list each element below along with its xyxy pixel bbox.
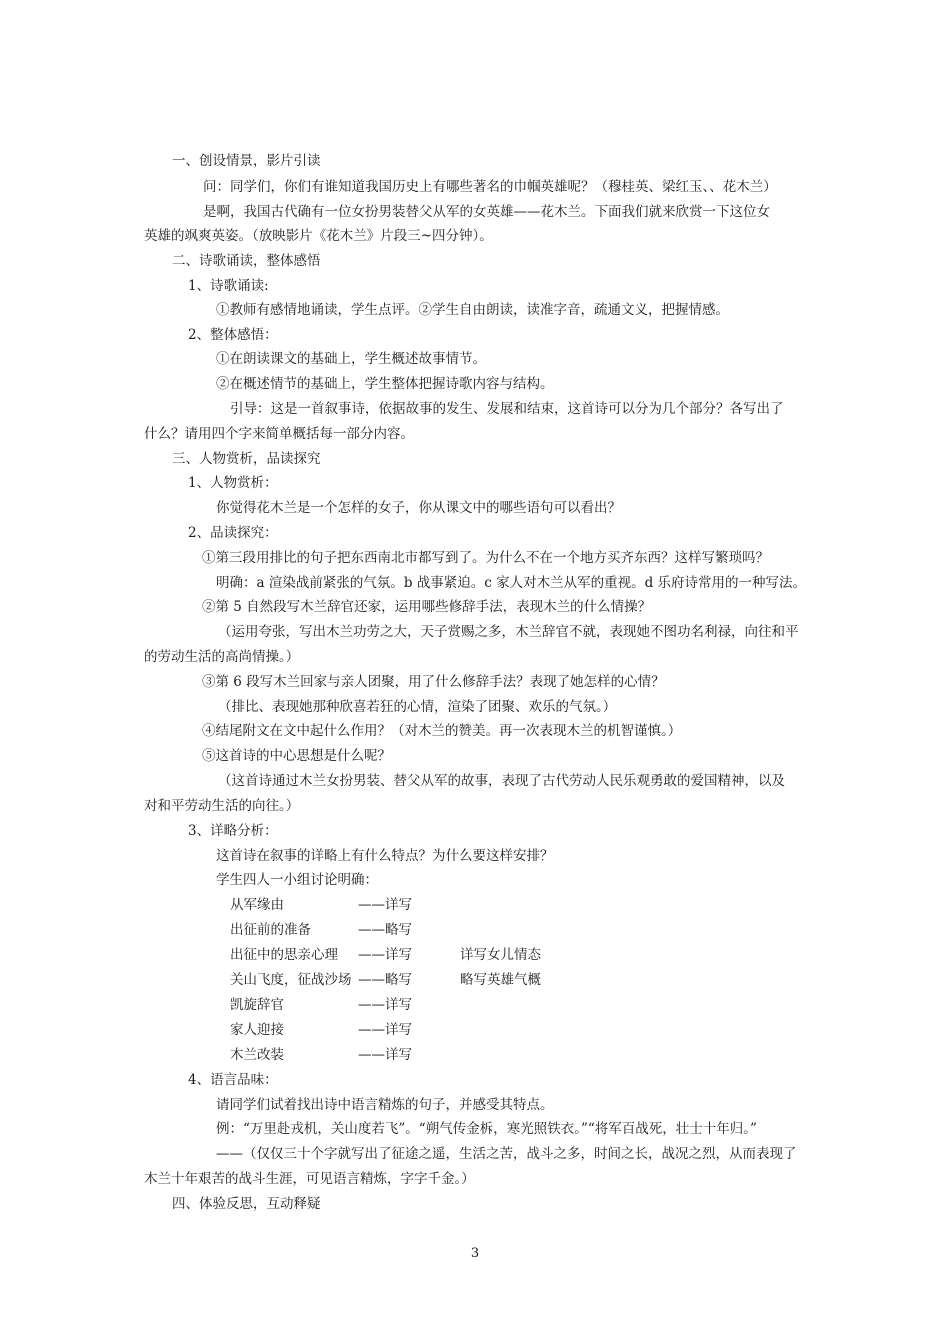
- paragraph-line: ⑤这首诗的中心思想是什么呢？: [202, 748, 391, 764]
- paragraph-line: （这首诗通过木兰女扮男装、替父从军的故事，表现了古代劳动人民乐观勇敢的爱国精神，以及: [218, 773, 785, 789]
- paragraph-line: 英雄的飒爽英姿。（放映影片《花木兰》片段三~四分钟）。: [144, 228, 493, 244]
- paragraph-line: ④结尾附文在文中起什么作用？（对木兰的赞美。再一次表现木兰的机智谨慎。）: [202, 723, 682, 739]
- table-cell-detail: ——略写: [358, 972, 412, 988]
- table-cell-detail: ——详写: [358, 947, 412, 963]
- paragraph-line: （排比、表现她那种欣喜若狂的心情，渲染了团聚、欢乐的气氛。）: [218, 699, 617, 715]
- table-cell-part: 关山飞度，征战沙场: [230, 972, 352, 988]
- table-cell-detail: ——详写: [358, 897, 412, 913]
- table-cell-part: 出征中的思亲心理: [230, 947, 338, 963]
- section-heading-2: 二、诗歌诵读，整体感悟: [172, 253, 321, 269]
- table-cell-detail: ——详写: [358, 997, 412, 1013]
- subsection-heading: 1、人物赏析：: [188, 475, 278, 491]
- table-cell-part: 从军缘由: [230, 897, 284, 913]
- section-heading-1: 一、创设情景，影片引读: [172, 153, 321, 169]
- subsection-heading: 3、详略分析：: [188, 823, 278, 839]
- paragraph-line: 例：“万里赴戎机，关山度若飞”。“朔气传金柝，寒光照铁衣。”“将军百战死，壮士十年归。”: [216, 1121, 757, 1137]
- subsection-heading: 2、品读探究：: [188, 525, 278, 541]
- paragraph-line: 明确：a 渲染战前紧张的气氛。b 战事紧迫。c 家人对木兰从军的重视。d 乐府诗常用的一种写法。: [216, 575, 807, 591]
- subsection-heading: 2、整体感悟：: [188, 327, 278, 343]
- paragraph-line: 是啊，我国古代确有一位女扮男装替父从军的女英雄——花木兰。下面我们就来欣赏一下这位女: [203, 204, 770, 220]
- paragraph-line: 学生四人一小组讨论明确：: [216, 872, 378, 888]
- subsection-heading: 1、诗歌诵读:: [188, 278, 269, 294]
- paragraph-line: ①第三段用排比的句子把东西南北市都写到了。为什么不在一个地方买齐东西？这样写繁琐吗？: [202, 550, 769, 566]
- table-cell-part: 木兰改装: [230, 1047, 284, 1063]
- paragraph-line: 你觉得花木兰是一个怎样的女子，你从课文中的哪些语句可以看出？: [216, 500, 621, 516]
- paragraph-line: ②在概述情节的基础上，学生整体把握诗歌内容与结构。: [216, 376, 554, 392]
- section-heading-3: 三、人物赏析，品读探究: [172, 451, 321, 467]
- paragraph-line: ——（仅仅三十个字就写出了征途之遥，生活之苦，战斗之多，时间之长，战况之烈，从而表现了: [216, 1146, 797, 1162]
- paragraph-line: 这首诗在叙事的详略上有什么特点？为什么要这样安排？: [216, 848, 554, 864]
- table-cell-note: 略写英雄气概: [460, 972, 541, 988]
- paragraph-line: 引导：这是一首叙事诗，依据故事的发生、发展和结束，这首诗可以分为几个部分？各写出了: [230, 401, 784, 417]
- table-cell-note: 详写女儿情态: [460, 947, 541, 963]
- section-heading-4: 四、体验反思，互动释疑: [172, 1196, 321, 1212]
- table-cell-detail: ——详写: [358, 1022, 412, 1038]
- table-cell-part: 凯旋辞官: [230, 997, 284, 1013]
- paragraph-line: ①教师有感情地诵读，学生点评。②学生自由朗读，读准字音，疏通文义，把握情感。: [216, 302, 729, 318]
- paragraph-line: ①在朗读课文的基础上，学生概述故事情节。: [216, 351, 486, 367]
- paragraph-line: 问：同学们，你们有谁知道我国历史上有哪些著名的巾帼英雄呢？（穆桂英、梁红玉、、花木兰）: [203, 179, 777, 195]
- paragraph-line: ③第 6 段写木兰回家与亲人团聚，用了什么修辞手法？表现了她怎样的心情？: [202, 674, 665, 690]
- paragraph-line: ②第 5 自然段写木兰辞官还家，运用哪些修辞手法，表现木兰的什么情操？: [202, 599, 652, 615]
- table-cell-detail: ——略写: [358, 922, 412, 938]
- paragraph-line: 的劳动生活的高尚情操。）: [144, 649, 300, 665]
- table-cell-part: 出征前的准备: [230, 922, 311, 938]
- paragraph-line: 木兰十年艰苦的战斗生涯，可见语言精炼，字字千金。）: [144, 1171, 475, 1187]
- paragraph-line: 对和平劳动生活的向往。）: [144, 798, 300, 814]
- table-cell-detail: ——详写: [358, 1047, 412, 1063]
- page-number: 3: [470, 1246, 480, 1261]
- table-cell-part: 家人迎接: [230, 1022, 284, 1038]
- subsection-heading: 4、语言品味：: [188, 1072, 278, 1088]
- paragraph-line: 什么？请用四个字来简单概括每一部分内容。: [144, 426, 414, 442]
- paragraph-line: （运用夸张，写出木兰功劳之大，天子赏赐之多，木兰辞官不就，表现她不图功名利禄，向往和平: [218, 624, 799, 640]
- paragraph-line: 请同学们试着找出诗中语言精炼的句子，并感受其特点。: [216, 1097, 554, 1113]
